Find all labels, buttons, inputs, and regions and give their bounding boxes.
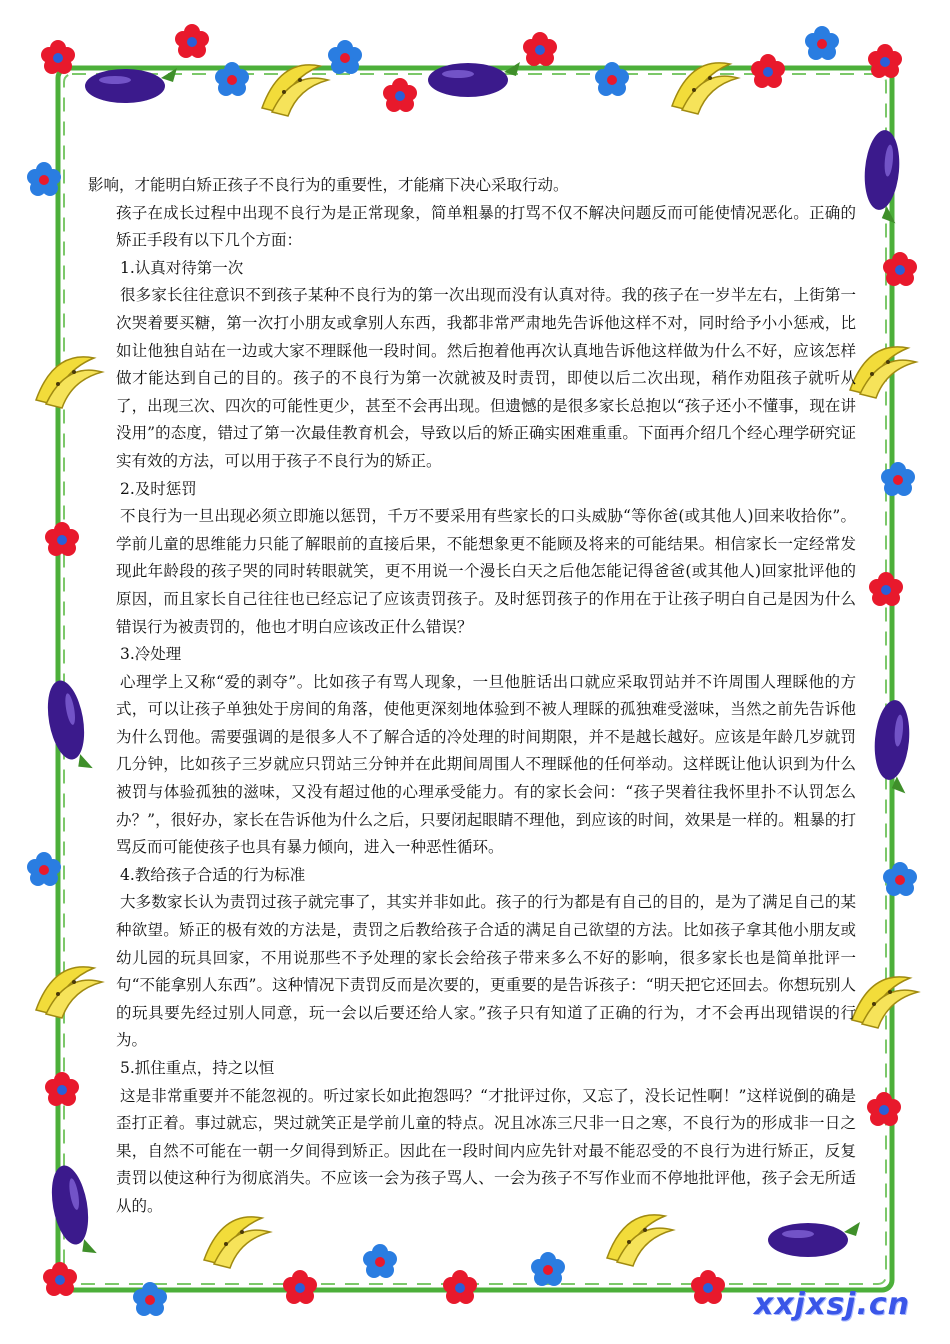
paragraph: 影响，才能明白矫正孩子不良行为的重要性，才能痛下决心采取行动。 bbox=[88, 176, 569, 194]
section-heading: 5.抓住重点，持之以恒 bbox=[120, 1059, 275, 1077]
paragraph: 孩子在成长过程中出现不良行为是正常现象，简单粗暴的打骂不仅不解决问题反而可能使情况恶化。正确的矫正手段有以下几个方面： bbox=[116, 203, 856, 250]
section-heading: 2.及时惩罚 bbox=[120, 479, 197, 498]
flower-icon bbox=[883, 252, 917, 286]
flower-icon bbox=[45, 1072, 79, 1106]
paragraph: 不良行为一旦出现必须立即施以惩罚，千万不要采用有些家长的口头威胁“等你爸(或其他人)回来收拾你”。学前儿童的思维能力只能了解眼前的直接后果，不能想象更不能顾及将来的可能结果。相信家长一定经常发现此年龄段的孩子哭的同时转眼就笑，更不用说一个漫长白天之后他怎能记得爸爸(或其他人)回家批评他的原因，而且家长自己往往也已经忘记了应该责罚孩子。及时惩罚孩子的作用在于让孩子明白自己是因为什么错误行为被责罚的，他也才明白应该改正什么错误？ bbox=[116, 507, 856, 636]
banana-icon bbox=[607, 1215, 673, 1266]
banana-icon bbox=[204, 1217, 270, 1268]
flower-icon bbox=[751, 54, 785, 88]
eggplant-icon bbox=[85, 68, 177, 103]
banana-icon bbox=[850, 347, 916, 398]
paragraph: 很多家长往往意识不到孩子某种不良行为的第一次出现而没有认真对待。我的孩子在一岁半左右，上街第一次哭着要买糖，第一次打小朋友或拿别人东西，我都非常严肃地先告诉他这样不对，同时给予小小惩戒，比如让他独自站在一边或大家不理睬他一段时间。然后抱着他再次认真地告诉他这样做为什么不好，应该怎样做才能达到自己的目的。孩子的不良行为第一次就被及时责罚，即使以后二次出现，稍作劝阻孩子就听从了，出现三次、四次的可能性更少，甚至不会再出现。但遗憾的是很多家长总抱以“孩子还小不懂事，现在讲没用”的态度，错过了第一次最佳教育机会，导致以后的矫正确实困难重重。下面再介绍几个经心理学研究证实有效的方法，可以用于孩子不良行为的矫正。 bbox=[116, 286, 856, 470]
banana-icon bbox=[262, 65, 328, 116]
flower-icon bbox=[41, 40, 75, 74]
flower-icon bbox=[869, 572, 903, 606]
flower-icon bbox=[383, 78, 417, 112]
paragraph: 这是非常重要并不能忽视的。听过家长如此抱怨吗？“才批评过你，又忘了，没长记性啊！”这样说倒的确是歪打正着。事过就忘，哭过就笑正是学前儿童的特点。况且冰冻三尺非一日之寒，不良行为的形成非一日之果，自然不可能在一朝一夕间得到矫正。因此在一段时间内应先针对最不能忍受的不良行为进行矫正，反复责罚以使这种行为彻底消失。不应该一会为孩子骂人、一会为孩子不写作业而不停地批评他，孩子会无所适从的。 bbox=[116, 1086, 856, 1215]
flower-icon bbox=[805, 26, 839, 60]
flower-icon bbox=[175, 24, 209, 58]
flower-icon bbox=[133, 1282, 167, 1316]
flower-icon bbox=[328, 40, 362, 74]
flower-icon bbox=[283, 1270, 317, 1304]
eggplant-icon bbox=[871, 699, 914, 794]
section-heading: 4.教给孩子合适的行为标准 bbox=[120, 865, 306, 884]
eggplant-icon bbox=[768, 1222, 860, 1257]
flower-icon bbox=[883, 862, 917, 896]
eggplant-icon bbox=[42, 677, 92, 774]
flower-icon bbox=[868, 44, 902, 78]
watermark: xxjxsj.cn bbox=[753, 1287, 910, 1322]
banana-icon bbox=[672, 63, 738, 114]
article-body bbox=[88, 172, 856, 1221]
paragraph: 大多数家长认为责罚过孩子就完事了，其实并非如此。孩子的行为都是有自己的目的，是为了满足自己的某种欲望。矫正的极有效的方法是，责罚之后教给孩子合适的满足自己欲望的方法。比如孩子拿其他小朋友或幼儿园的玩具回家，不用说那些不予处理的家长会给孩子带来多么不好的影响，很多家长也是简单批评一句“不能拿别人东西”。这种情况下责罚反而是次要的，更重要的是告诉孩子：“明天把它还回去。你想玩别人的玩具要先经过别人同意，玩一会以后要还给人家。”孩子只有知道了正确的行为，才不会再出现错误的行为。 bbox=[116, 893, 856, 1050]
flower-icon bbox=[43, 1262, 77, 1296]
paragraph: 心理学上又称“爱的剥夺”。比如孩子有骂人现象，一旦他脏话出口就应采取罚站并不许周围人理睬他的方式，可以让孩子单独处于房间的角落，使他更深刻地体验到不被人理睬的孤独难受滋味，当然之前先告诉他为什么罚他。需要强调的是很多人不了解合适的冷处理的时间期限，并不是越长越好。应该是年龄几岁就罚几分钟，比如孩子三岁就应只罚站三分钟并在此期间周围人不理睬他的任何举动。这样既让他认识到为什么被罚与体验孤独的滋味，又没有超过他的心理承受能力。有的家长会问：“孩子哭着往我怀里扑不认罚怎么办？”，很好办，家长在告诉他为什么之后，只要闭起眼睛不理他，到应该的时间，效果是一样的。粗暴的打骂反而可能使孩子也具有暴力倾向，进入一种恶性循环。 bbox=[116, 672, 856, 857]
flower-icon bbox=[867, 1092, 901, 1126]
flower-icon bbox=[45, 522, 79, 556]
flower-icon bbox=[691, 1270, 725, 1304]
section-heading: 1.认真对待第一次 bbox=[120, 258, 244, 277]
eggplant-icon bbox=[861, 129, 904, 224]
flower-icon bbox=[363, 1244, 397, 1278]
section-heading: 3.冷处理 bbox=[120, 645, 182, 664]
flower-icon bbox=[523, 32, 557, 66]
flower-icon bbox=[443, 1270, 477, 1304]
flower-icon bbox=[531, 1252, 565, 1286]
